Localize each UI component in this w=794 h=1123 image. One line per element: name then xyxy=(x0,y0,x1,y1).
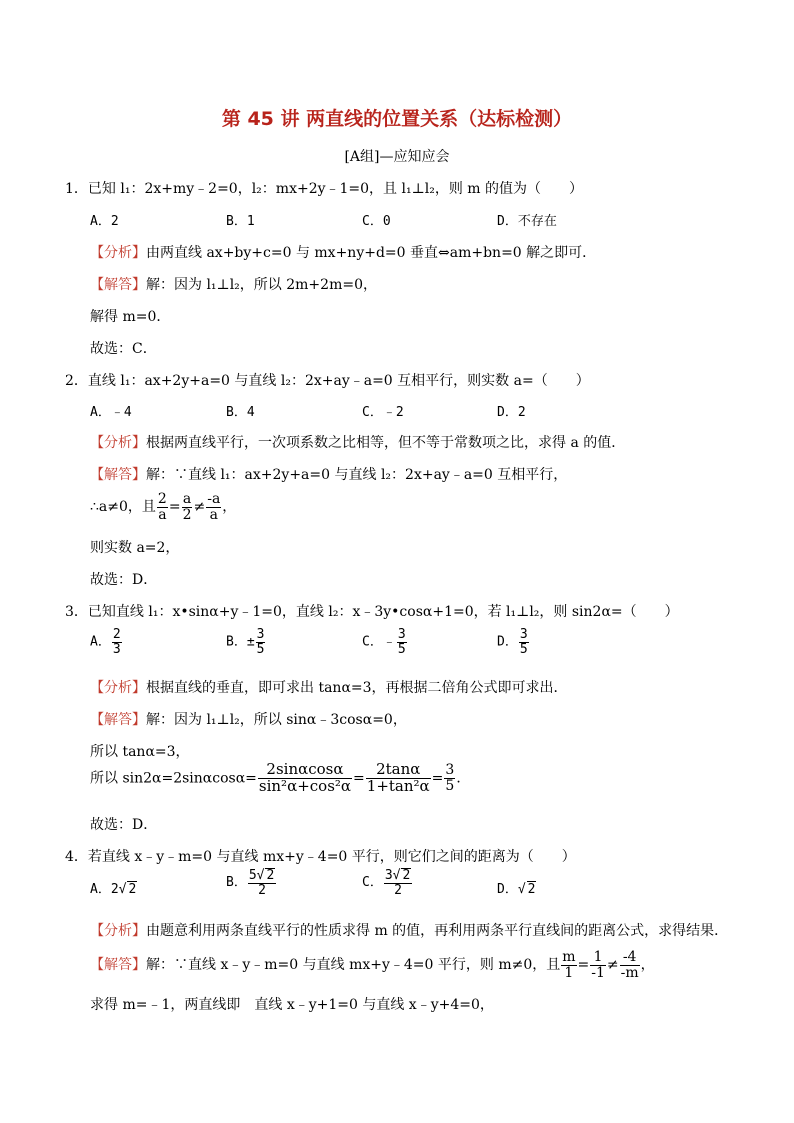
sqrt-icon: √ xyxy=(392,868,401,883)
frac-den: 3 xyxy=(112,641,121,657)
q2-choice: 故选：D． xyxy=(90,572,158,588)
q2-answer xyxy=(90,464,567,484)
frac-den: 2 xyxy=(394,882,402,898)
frac-den: -1 xyxy=(591,964,605,981)
frac-den: 5 xyxy=(445,777,455,794)
q2-fraction-1 xyxy=(157,492,168,522)
comma: ， xyxy=(640,957,655,974)
frac-num: 1 xyxy=(590,950,606,966)
q2-option-d: D．2 xyxy=(497,405,526,420)
q4-fraction-1 xyxy=(561,950,576,980)
q1-stem: 1．已知 l₁：2x+my﹣2=0，l₂：mx+2y﹣1=0，且 l₁⊥l₂，则 m 的值为（ ） xyxy=(65,181,584,197)
frac-num xyxy=(384,868,412,884)
not-equal-sign: ≠ xyxy=(193,499,206,516)
radicand: 2 xyxy=(527,882,536,897)
q3-fraction-a xyxy=(258,762,352,795)
q2-option-b: B．4 xyxy=(226,405,255,420)
q3-formula-line xyxy=(90,762,470,795)
q1-analysis xyxy=(90,242,596,262)
option-fraction xyxy=(248,868,276,897)
frac-num: -a xyxy=(207,491,221,507)
frac-num: -4 xyxy=(620,950,640,966)
frac-den: 2 xyxy=(258,882,266,898)
q1-option-b: B．1 xyxy=(226,214,255,229)
q3-analysis xyxy=(90,677,568,697)
option-label: C．﹣ xyxy=(362,634,396,650)
frac-num: a xyxy=(182,491,192,507)
frac-den: -m xyxy=(620,964,639,981)
q1-answer-text: 解：因为 l₁⊥l₂，所以 2m+2m=0， xyxy=(146,277,377,293)
radicand: 2 xyxy=(128,882,137,897)
answer-tag: 【解答】 xyxy=(90,957,146,974)
q2-option-c: C．﹣2 xyxy=(362,405,404,420)
answer-tag: 【解答】 xyxy=(90,712,146,728)
answer-tag: 【解答】 xyxy=(90,467,146,483)
q1-option-d: D．不存在 xyxy=(497,214,557,229)
frac-num: 2tanα xyxy=(366,762,431,779)
page-title: 第 45 讲 两直线的位置关系（达标检测） xyxy=(221,108,573,130)
q3-option-a xyxy=(90,628,123,656)
q1-option-a: A．2 xyxy=(90,214,119,229)
q4-answer xyxy=(90,950,655,980)
frac-num: 2 xyxy=(157,491,167,507)
analysis-tag: 【分析】 xyxy=(90,245,146,261)
q2-option-a: A．﹣4 xyxy=(90,405,132,420)
q3-option-b xyxy=(226,628,266,656)
q2-ratio-line xyxy=(90,492,236,522)
frac-den: sin²α+cos²α xyxy=(258,776,352,795)
frac-den: 1 xyxy=(564,964,574,981)
q2-fraction-2 xyxy=(182,492,193,522)
option-label: B．± xyxy=(226,634,255,650)
q4-option-d xyxy=(497,878,536,897)
radicand: 2 xyxy=(266,868,275,883)
q1-solve-line: 解得 m=0． xyxy=(90,309,171,325)
coef: 5 xyxy=(248,868,257,883)
q4-fraction-3 xyxy=(620,950,640,980)
option-fraction xyxy=(397,628,407,656)
sqrt-icon: √ xyxy=(256,868,265,883)
frac-num xyxy=(248,868,276,884)
frac-num: 2 xyxy=(112,627,121,642)
q1-analysis-text: 由两直线 ax+by+c=0 与 mx+ny+d=0 垂直⇔am+bn=0 解之即可． xyxy=(146,245,597,261)
q4-analysis xyxy=(90,920,728,940)
formula-prefix: 所以 sin2α=2sinαcosα= xyxy=(90,770,257,787)
q4-analysis-text: 由题意利用两条直线平行的性质求得 m 的值，再利用两条平行直线间的距离公式，求得结果． xyxy=(146,923,729,939)
q3-tan-line: 所以 tanα=3， xyxy=(90,744,190,760)
q4-fraction-2 xyxy=(590,950,606,980)
q1-option-c: C．0 xyxy=(362,214,391,229)
frac-den: 5 xyxy=(256,641,265,657)
option-label: D． xyxy=(497,634,518,650)
option-fraction xyxy=(256,628,266,656)
q4-option-c xyxy=(362,868,413,897)
frac-den: 5 xyxy=(397,641,406,657)
q1-choice: 故选：C． xyxy=(90,341,157,357)
q2-analysis xyxy=(90,432,625,452)
q2-stem: 2．直线 l₁：ax+2y+a=0 与直线 l₂：2x+ay﹣a=0 互相平行，则实数 a=（ ） xyxy=(65,373,590,389)
q4-option-a xyxy=(90,878,137,897)
q3-option-d xyxy=(497,628,530,656)
q3-choice: 故选：D． xyxy=(90,817,158,833)
q3-answer-text: 解：因为 l₁⊥l₂，所以 sinα﹣3cosα=0， xyxy=(146,712,407,728)
frac-num: 3 xyxy=(256,627,265,642)
q4-answer-text: 解：∵直线 x﹣y﹣m=0 与直线 mx+y﹣4=0 平行，则 m≠0，且 xyxy=(146,957,561,974)
option-fraction xyxy=(384,868,412,897)
q2-analysis-text: 根据两直线平行，一次项系数之比相等，但不等于常数项之比，求得 a 的值． xyxy=(146,435,626,451)
q2-result-line: 则实数 a=2， xyxy=(90,540,180,556)
option-label: A． xyxy=(90,634,111,650)
q4-option-b xyxy=(226,868,277,897)
q2-ratio-prefix: ∴a≠0，且 xyxy=(90,499,156,516)
q2-answer-text: 解：∵直线 l₁：ax+2y+a=0 与直线 l₂：2x+ay﹣a=0 互相平行， xyxy=(146,467,568,483)
coef: 3 xyxy=(384,868,393,883)
option-label: A．2 xyxy=(90,882,119,897)
frac-den: 2 xyxy=(182,506,192,523)
q3-fraction-b xyxy=(366,762,431,795)
frac-num: m xyxy=(562,949,576,965)
frac-num: 3 xyxy=(445,762,455,779)
frac-num: 3 xyxy=(397,627,406,642)
frac-den: 5 xyxy=(519,641,528,657)
equals-sign: = xyxy=(431,770,444,787)
equals-sign: = xyxy=(577,957,590,974)
analysis-tag: 【分析】 xyxy=(90,435,146,451)
frac-den: 1+tan²α xyxy=(366,776,430,795)
equals-sign: = xyxy=(353,770,365,787)
sqrt-icon: √ xyxy=(517,882,526,897)
q3-analysis-text: 根据直线的垂直，即可求出 tanα=3，再根据二倍角公式即可求出． xyxy=(146,680,568,696)
section-subtitle: [A组]—应知应会 xyxy=(344,149,450,165)
analysis-tag: 【分析】 xyxy=(90,923,146,939)
option-label: D． xyxy=(497,882,518,897)
option-fraction xyxy=(519,628,529,656)
comma: ， xyxy=(222,499,237,516)
option-label: C． xyxy=(362,875,383,891)
q3-option-c xyxy=(362,628,408,656)
not-equal-sign: ≠ xyxy=(606,957,619,974)
q4-stem: 4．若直线 x﹣y﹣m=0 与直线 mx+y﹣4=0 平行，则它们之间的距离为（ ） xyxy=(65,849,576,865)
q3-stem: 3．已知直线 l₁：x•sinα+y﹣1=0，直线 l₂：x﹣3y•cosα+1=0，若 l₁⊥l₂，则 sin2α=（ ） xyxy=(65,604,679,620)
q3-answer xyxy=(90,709,407,729)
frac-den: a xyxy=(209,506,218,523)
frac-num: 3 xyxy=(519,627,528,642)
radicand: 2 xyxy=(402,868,411,883)
period: ． xyxy=(456,770,471,787)
q3-fraction-c xyxy=(444,763,455,793)
frac-den: a xyxy=(158,506,167,523)
answer-tag: 【解答】 xyxy=(90,277,146,293)
q2-fraction-3 xyxy=(206,492,221,522)
option-fraction xyxy=(112,628,122,656)
q4-result-line: 求得 m=﹣1，两直线即 直线 x﹣y+1=0 与直线 x﹣y+4=0， xyxy=(90,997,494,1013)
sqrt-icon: √ xyxy=(118,882,127,897)
frac-num: 2sinαcosα xyxy=(258,762,352,779)
equals-sign: = xyxy=(168,499,181,516)
analysis-tag: 【分析】 xyxy=(90,680,146,696)
option-label: B． xyxy=(226,875,247,891)
q1-answer xyxy=(90,274,377,294)
